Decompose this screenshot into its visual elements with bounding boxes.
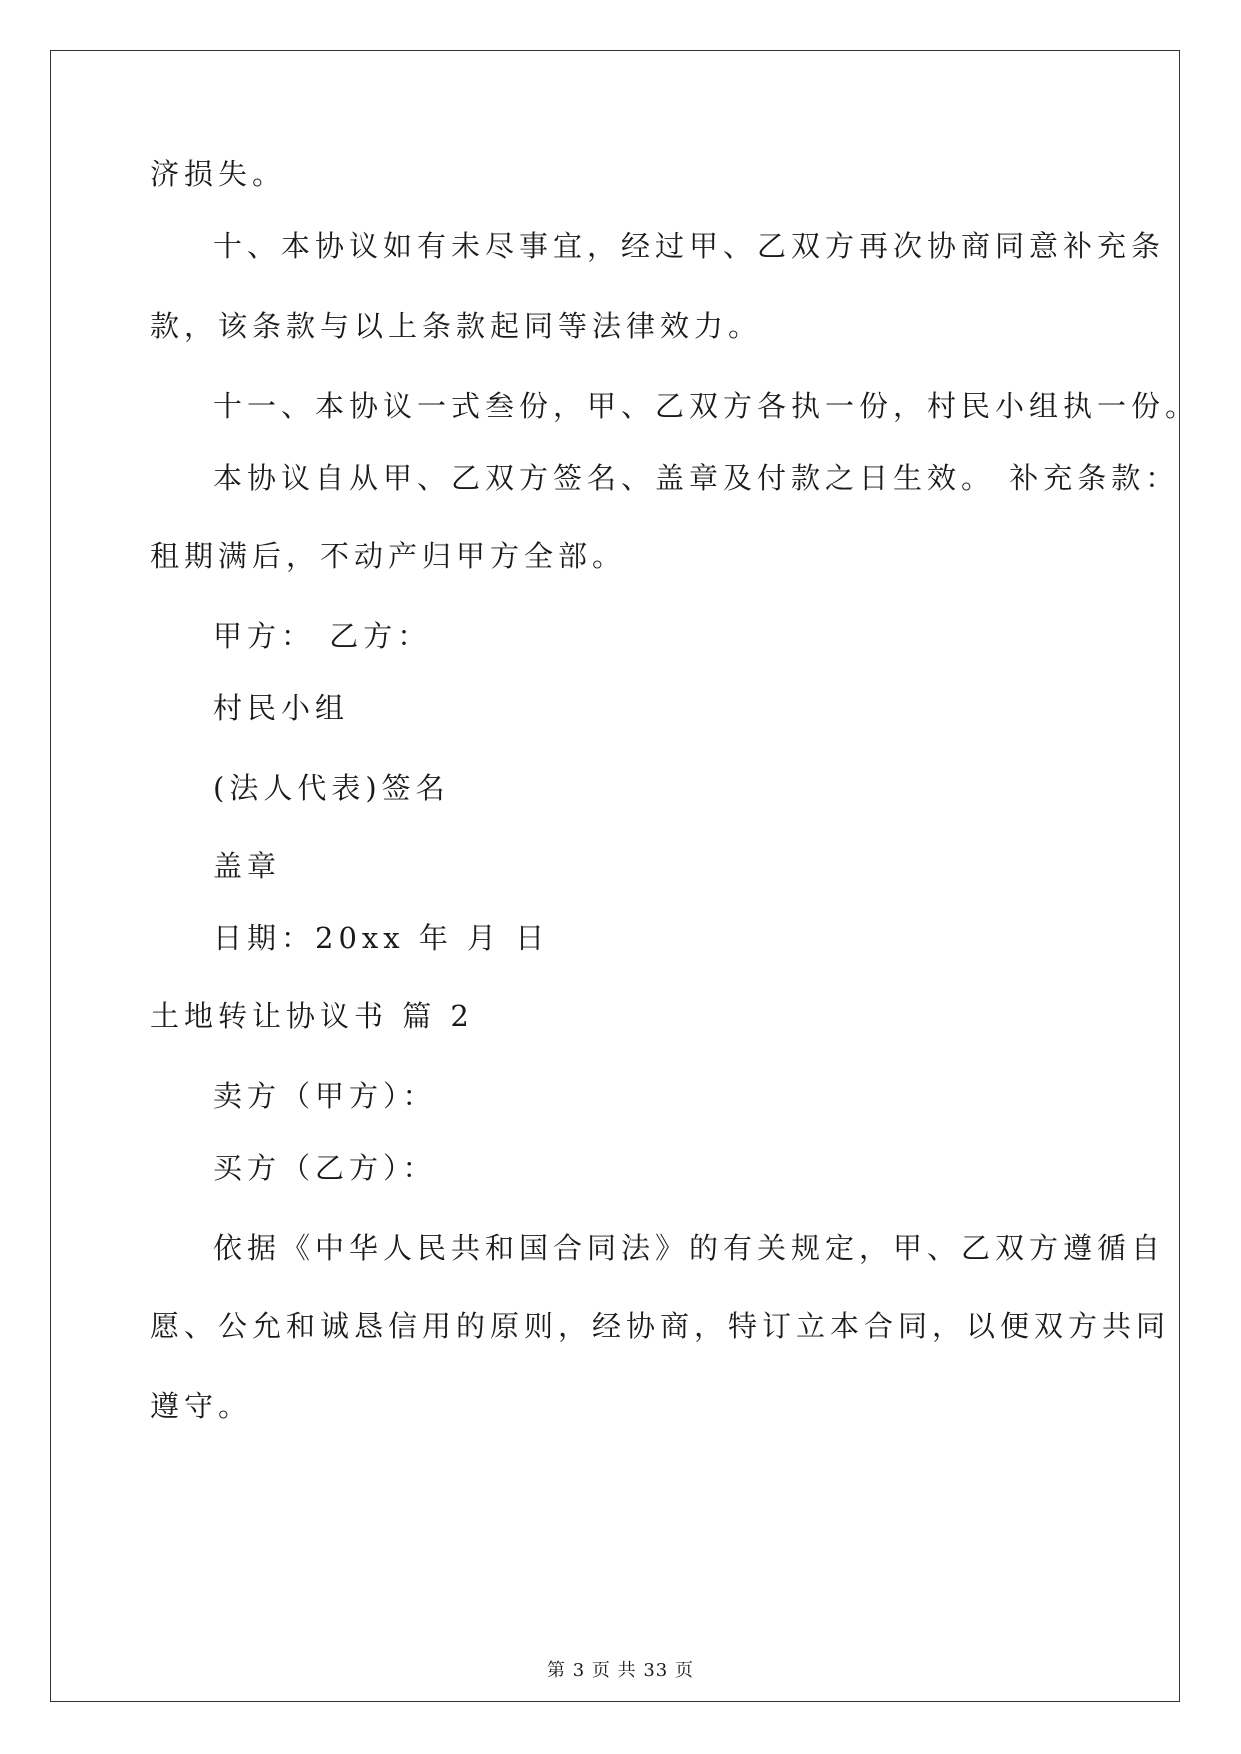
- page-number: 第 3 页 共 33 页: [547, 1660, 694, 1681]
- section-heading: 土地转让协议书 篇 2: [150, 999, 474, 1033]
- text-line: 租期满后，不动产归甲方全部。: [150, 539, 627, 573]
- text-line: 遵守。: [150, 1389, 253, 1423]
- text-line: 买方（乙方）：: [213, 1151, 437, 1185]
- text-line: 愿、公允和诚恳信用的原则，经协商，特订立本合同，以便双方共同: [150, 1309, 1171, 1343]
- text-line: 卖方（甲方）：: [213, 1079, 437, 1113]
- text-line: 盖章: [213, 849, 282, 883]
- text-line: 济损失。: [150, 157, 287, 191]
- text-line: 十一、本协议一式叁份，甲、乙双方各执一份，村民小组执一份。: [213, 389, 1200, 423]
- text-line: 本协议自从甲、乙双方签名、盖章及付款之日生效。 补充条款：: [213, 461, 1180, 495]
- text-line: (法人代表)签名: [213, 771, 450, 805]
- text-line: 十、本协议如有未尽事宜，经过甲、乙双方再次协商同意补充条: [213, 229, 1166, 263]
- text-line: 甲方： 乙方：: [213, 619, 432, 653]
- text-line: 款，该条款与以上条款起同等法律效力。: [150, 309, 763, 343]
- text-line: 日期：20xx 年 月 日: [213, 921, 550, 955]
- text-line: 村民小组: [213, 691, 350, 725]
- text-line: 依据《中华人民共和国合同法》的有关规定，甲、乙双方遵循自: [213, 1231, 1166, 1265]
